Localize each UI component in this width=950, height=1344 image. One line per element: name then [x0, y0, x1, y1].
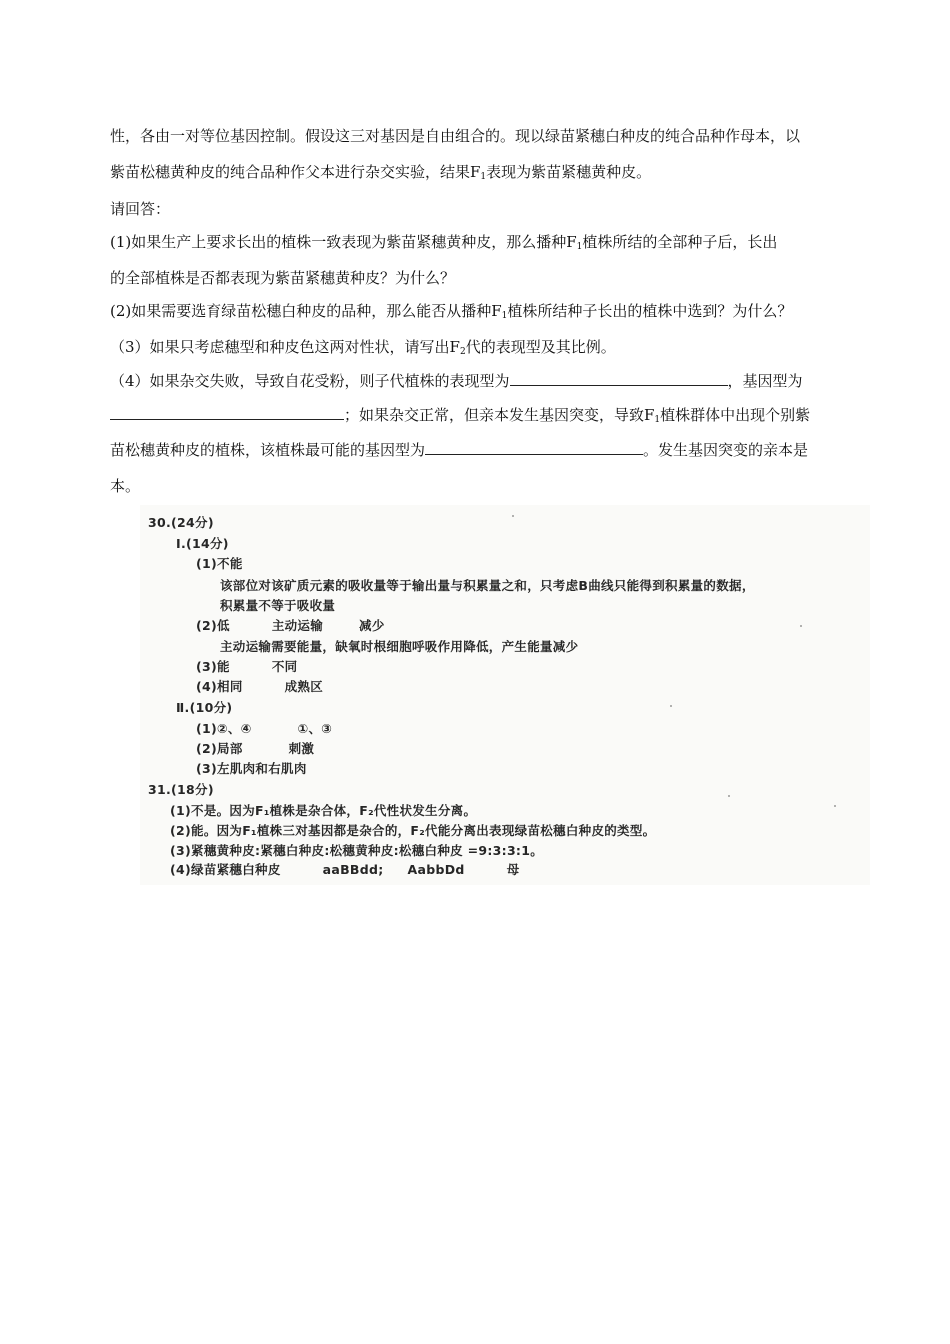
question-part-1: (1)如果生产上要求长出的植株一致表现为紫苗紧穗黄种皮，那么播种$F_1$植株所结的全部种子后，长出 — [110, 233, 778, 252]
scan-speck — [512, 515, 514, 517]
answer-ii-3: (3)左肌肉和右肌肉 — [196, 761, 307, 776]
answer-31-header: 31.(18分) — [148, 782, 214, 797]
answer-i-1: (1)不能 — [196, 556, 243, 571]
answer-i-2: (2)低 主动运输 减少 — [196, 618, 385, 633]
answer-i-1-explain: 该部位对该矿质元素的吸收量等于输出量与积累量之和，只考虑B曲线只能得到积累量的数据， — [220, 578, 755, 593]
answer-i-3: (3)能 不同 — [196, 659, 298, 674]
answer-30-part-ii: Ⅱ.(10分) — [176, 700, 233, 715]
question-line-2: 紫苗松穗黄种皮的纯合品种作父本进行杂交实验，结果$F_1$表现为紫苗紧穗黄种皮。 — [110, 163, 652, 182]
answer-31-1: (1)不是。因为F₁植株是杂合体，F₂代性状发生分离。 — [170, 803, 477, 818]
answer-30-header: 30.(24分) — [148, 515, 214, 530]
answer-31-4: (4)绿苗紧穗白种皮 aaBBdd; AabbDd 母 — [170, 862, 520, 877]
answer-blank-phenotype[interactable] — [510, 370, 728, 386]
answer-ii-1: (1)②、④ ①、③ — [196, 721, 333, 736]
question-line-1: 性，各由一对等位基因控制。假设这三对基因是自由组合的。现以绿苗紧穗白种皮的纯合品种作母本，以 — [110, 127, 801, 145]
answer-blank-mutant-genotype[interactable] — [425, 439, 643, 455]
scan-speck — [728, 795, 730, 797]
scan-speck — [800, 625, 802, 627]
answer-31-2: (2)能。因为F₁植株三对基因都是杂合的，F₂代能分离出表现绿苗松穗白种皮的类型。 — [170, 823, 656, 838]
answer-30-part-i: Ⅰ.(14分) — [176, 536, 229, 551]
question-part-1-cont: 的全部植株是否都表现为紫苗紧穗黄种皮？为什么？ — [110, 269, 456, 287]
scan-speck — [834, 805, 836, 807]
question-part-4-line3: 苗松穗黄种皮的植株，该植株最可能的基因型为 。发生基因突变的亲本是 — [110, 441, 809, 459]
question-part-3: （3）如果只考虑穗型和种皮色这两对性状，请写出$F_2$代的表现型及其比例。 — [110, 338, 616, 357]
question-part-4-line2: ；如果杂交正常，但亲本发生基因突变，导致$F_1$植株群体中出现个别紫 — [110, 404, 870, 425]
scanned-answer-image — [140, 505, 870, 885]
answer-i-4: (4)相同 成熟区 — [196, 679, 324, 694]
question-line-3: 请回答： — [110, 200, 171, 218]
answer-31-3: (3)紧穗黄种皮:紧穗白种皮:松穗黄种皮:松穗白种皮 =9:3:3:1。 — [170, 843, 544, 858]
question-part-4-line4: 本。 — [110, 477, 141, 495]
answer-ii-2: (2)局部 刺激 — [196, 741, 315, 756]
scan-speck — [670, 705, 672, 707]
question-part-2: (2)如果需要选育绿苗松穗白种皮的品种，那么能否从播种$F_1$植株所结种子长出的植株中选到？为什么？ — [110, 302, 793, 321]
question-part-4: （4）如果杂交失败，导致自花受粉，则子代植株的表现型为 ，基因型为 — [110, 372, 803, 390]
answer-i-2-explain: 主动运输需要能量，缺氧时根细胞呼吸作用降低，产生能量减少 — [220, 639, 579, 654]
answer-i-1-explain-2: 积累量不等于吸收量 — [220, 598, 336, 613]
answer-blank-genotype[interactable] — [110, 404, 344, 420]
